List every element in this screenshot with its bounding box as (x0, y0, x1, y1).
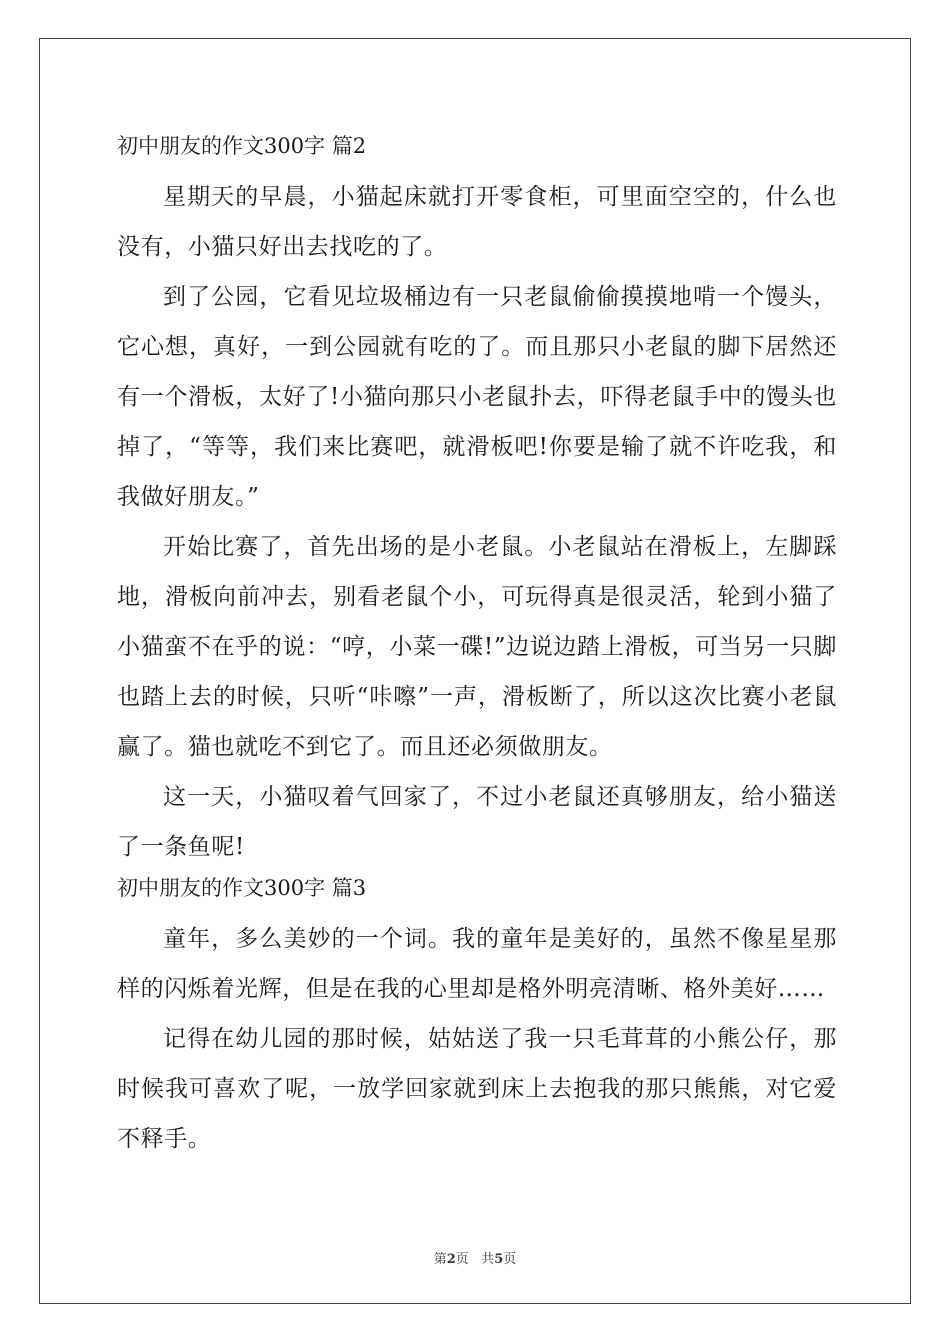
section-heading: 初中朋友的作文300字 篇3 (117, 876, 367, 900)
page-prefix: 第 (433, 1252, 447, 1267)
page-suffix: 页 (455, 1252, 469, 1267)
paragraph: 这一天，小猫叹着气回家了，不过小老鼠还真够朋友，给小猫送了一条鱼呢! (117, 784, 837, 860)
total-suffix: 页 (503, 1252, 517, 1267)
page-footer (0, 1248, 950, 1267)
paragraph: 开始比赛了，首先出场的是小老鼠。小老鼠站在滑板上，左脚踩地，滑板向前冲去，别看老鼠个小，可玩得真是很灵活，轮到小猫了小猫蛮不在乎的说：“哼，小菜一碟!”边说边踏上滑板，可当另一只脚也踏上去的时候，只听“咔嚓”一声，滑板断了，所以这次比赛小老鼠赢了。猫也就吃不到它了。而且还必须做朋友。 (117, 534, 837, 760)
page-number: 2 (446, 1252, 456, 1267)
paragraph: 记得在幼儿园的那时候，姑姑送了我一只毛茸茸的小熊公仔，那时候我可喜欢了呢，一放学回家就到床上去抱我的那只熊熊，对它爱不释手。 (117, 1026, 837, 1152)
document-body (117, 124, 837, 1164)
paragraph: 童年，多么美妙的一个词。我的童年是美好的，虽然不像星星那样的闪烁着光辉，但是在我的心里却是格外明亮清晰、格外美好…… (117, 926, 837, 1002)
paragraph: 到了公园，它看见垃圾桶边有一只老鼠偷偷摸摸地啃一个馒头，它心想，真好，一到公园就有吃的了。而且那只小老鼠的脚下居然还有一个滑板，太好了!小猫向那只小老鼠扑去，吓得老鼠手中的馒头也掉了，“等等，我们来比赛吧，就滑板吧!你要是输了就不许吃我，和我做好朋友。” (117, 284, 837, 510)
total-prefix: 共 (481, 1252, 495, 1267)
total-pages: 5 (494, 1252, 504, 1267)
section-heading: 初中朋友的作文300字 篇2 (117, 134, 367, 158)
paragraph: 星期天的早晨，小猫起床就打开零食柜，可里面空空的，什么也没有，小猫只好出去找吃的了。 (117, 184, 837, 260)
